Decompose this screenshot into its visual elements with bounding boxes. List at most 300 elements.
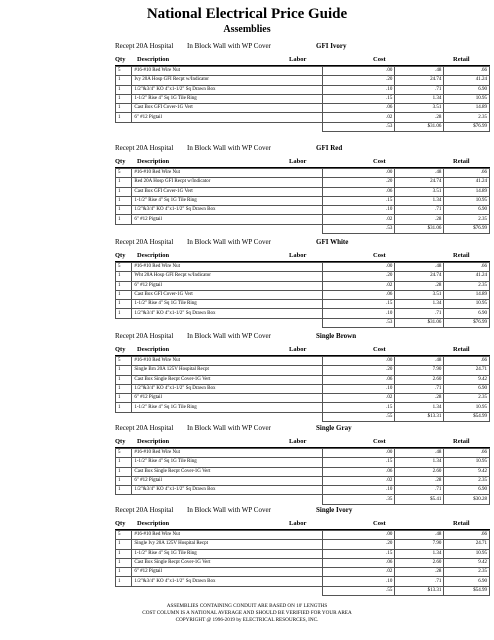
assembly-name: Recept 20A Hospital xyxy=(115,506,174,514)
item-description: Cast Box GFI Cover-1G Vert xyxy=(132,104,323,113)
item-description: 1/2"&3/4" KO 4"x1-1/2" Sq Drawn Box xyxy=(132,577,323,586)
item-description: Cast Box Single Recpt Cover-1G Vert xyxy=(132,558,323,567)
column-header-cost: Cost xyxy=(373,346,386,353)
assembly-variant: GFI White xyxy=(316,238,349,246)
item-cost: 2.60 xyxy=(395,375,444,384)
item-retail: 6.90 xyxy=(444,384,490,393)
column-header-description: Description xyxy=(137,520,170,527)
item-retail: 14.89 xyxy=(444,104,490,113)
totals-spacer xyxy=(132,224,323,233)
column-headers xyxy=(115,54,490,66)
table-row xyxy=(116,375,490,384)
item-labor: .15 xyxy=(322,549,394,558)
item-retail: 10.95 xyxy=(444,549,490,558)
item-retail: .66 xyxy=(444,263,490,272)
table-row xyxy=(116,263,490,272)
item-retail: 14.89 xyxy=(444,290,490,299)
item-description: Red 20A Hosp GFI Recpt w/Indicator xyxy=(132,178,323,187)
item-retail: 9.42 xyxy=(444,375,490,384)
item-retail: 41.24 xyxy=(444,178,490,187)
assembly-variant: Single Brown xyxy=(316,332,357,340)
item-retail: 2.35 xyxy=(444,394,490,403)
assembly-items-table xyxy=(115,356,490,422)
item-cost: 24.74 xyxy=(395,76,444,85)
item-labor: .15 xyxy=(322,458,394,467)
item-description: #16-#10 Red Wire Nut xyxy=(132,169,323,178)
column-header-qty: Qty xyxy=(115,252,126,259)
item-cost: 3.51 xyxy=(395,104,444,113)
item-description: Cast Box GFI Cover-1G Vert xyxy=(132,290,323,299)
item-cost: .28 xyxy=(395,568,444,577)
footer-line-copyright: COPYRIGHT @ 1996-2019 by ELECTRICAL RESOURCES, INC. xyxy=(175,617,319,623)
column-header-cost: Cost xyxy=(373,158,386,165)
assembly-header xyxy=(0,330,494,344)
item-labor: .10 xyxy=(322,309,394,318)
item-description: 6" #12 Pigtail xyxy=(132,568,323,577)
item-cost: 2.60 xyxy=(395,467,444,476)
item-description: Cast Box Single Recpt Cover-1G Vert xyxy=(132,467,323,476)
table-row xyxy=(116,531,490,540)
item-qty: 1 xyxy=(116,104,132,113)
column-header-retail: Retail xyxy=(453,158,470,165)
item-description: 1-1/2" Rise 4" Sq 1G Tile Ring xyxy=(132,196,323,205)
table-row xyxy=(116,215,490,224)
item-retail: .66 xyxy=(444,531,490,540)
column-header-labor: Labor xyxy=(289,252,307,259)
item-retail: 2.35 xyxy=(444,113,490,122)
table-row xyxy=(116,281,490,290)
item-retail: 6.90 xyxy=(444,85,490,94)
item-labor: .00 xyxy=(322,67,394,76)
item-description: 6" #12 Pigtail xyxy=(132,113,323,122)
assembly-location: In Block Wall with WP Cover xyxy=(187,238,271,246)
item-labor: .20 xyxy=(322,540,394,549)
assembly-items-table xyxy=(115,262,490,328)
item-retail: 41.24 xyxy=(444,272,490,281)
item-labor: .00 xyxy=(322,449,394,458)
item-labor: .00 xyxy=(322,263,394,272)
assembly-name: Recept 20A Hospital xyxy=(115,238,174,246)
item-retail: 41.24 xyxy=(444,76,490,85)
column-header-qty: Qty xyxy=(115,56,126,63)
item-cost: .48 xyxy=(395,263,444,272)
item-cost: 2.60 xyxy=(395,558,444,567)
totals-row xyxy=(116,318,490,327)
totals-row xyxy=(116,495,490,504)
assembly-location: In Block Wall with WP Cover xyxy=(187,506,271,514)
item-retail: 24.71 xyxy=(444,540,490,549)
item-qty: 1 xyxy=(116,366,132,375)
item-retail: 10.95 xyxy=(444,458,490,467)
assembly-location: In Block Wall with WP Cover xyxy=(187,144,271,152)
column-header-retail: Retail xyxy=(453,346,470,353)
item-labor: .06 xyxy=(322,558,394,567)
assembly-section xyxy=(0,40,494,132)
item-qty: 5 xyxy=(116,357,132,366)
total-retail: $54.99 xyxy=(444,412,490,421)
item-labor: .02 xyxy=(322,568,394,577)
item-description: #16-#10 Red Wire Nut xyxy=(132,531,323,540)
item-labor: .10 xyxy=(322,577,394,586)
totals-spacer xyxy=(132,318,323,327)
item-qty: 1 xyxy=(116,300,132,309)
item-qty: 1 xyxy=(116,113,132,122)
column-header-qty: Qty xyxy=(115,158,126,165)
total-cost: $13.31 xyxy=(395,586,444,595)
table-row xyxy=(116,403,490,412)
total-retail: $54.99 xyxy=(444,586,490,595)
table-row xyxy=(116,196,490,205)
table-row xyxy=(116,169,490,178)
item-labor: .20 xyxy=(322,272,394,281)
item-qty: 1 xyxy=(116,196,132,205)
item-description: #16-#10 Red Wire Nut xyxy=(132,67,323,76)
assembly-location: In Block Wall with WP Cover xyxy=(187,424,271,432)
item-cost: 1.34 xyxy=(395,458,444,467)
item-retail: .66 xyxy=(444,449,490,458)
assembly-items-table xyxy=(115,168,490,234)
item-labor: .15 xyxy=(322,403,394,412)
item-description: 1-1/2" Rise 4" Sq 1G Tile Ring xyxy=(132,549,323,558)
column-header-cost: Cost xyxy=(373,56,386,63)
item-qty: 1 xyxy=(116,568,132,577)
item-qty: 5 xyxy=(116,169,132,178)
table-row xyxy=(116,300,490,309)
item-retail: 10.95 xyxy=(444,403,490,412)
footer-line-cost: COST COLUMN IS A NATIONAL AVERAGE AND SHOULD BE VERIFIED FOR YOUR AREA xyxy=(142,610,352,616)
item-labor: .10 xyxy=(322,486,394,495)
item-qty: 1 xyxy=(116,178,132,187)
item-cost: .71 xyxy=(395,85,444,94)
item-retail: 9.42 xyxy=(444,467,490,476)
item-qty: 1 xyxy=(116,467,132,476)
item-retail: 2.35 xyxy=(444,215,490,224)
item-cost: 1.34 xyxy=(395,549,444,558)
table-row xyxy=(116,76,490,85)
table-row xyxy=(116,113,490,122)
item-labor: .02 xyxy=(322,113,394,122)
column-header-qty: Qty xyxy=(115,520,126,527)
item-cost: .71 xyxy=(395,577,444,586)
column-header-labor: Labor xyxy=(289,346,307,353)
item-labor: .20 xyxy=(322,76,394,85)
table-row xyxy=(116,449,490,458)
page-subtitle: Assemblies xyxy=(223,24,271,35)
column-header-labor: Labor xyxy=(289,158,307,165)
item-labor: .15 xyxy=(322,94,394,103)
item-labor: .10 xyxy=(322,384,394,393)
total-labor: .53 xyxy=(322,122,394,131)
assembly-variant: GFI Ivory xyxy=(316,42,347,50)
totals-spacer xyxy=(132,586,323,595)
item-qty: 1 xyxy=(116,558,132,567)
item-labor: .00 xyxy=(322,531,394,540)
item-labor: .10 xyxy=(322,85,394,94)
totals-row xyxy=(116,412,490,421)
totals-spacer xyxy=(116,122,132,131)
item-qty: 1 xyxy=(116,375,132,384)
assembly-section xyxy=(0,236,494,328)
item-qty: 1 xyxy=(116,403,132,412)
item-labor: .10 xyxy=(322,206,394,215)
item-retail: 6.90 xyxy=(444,577,490,586)
column-headers xyxy=(115,344,490,356)
item-cost: .28 xyxy=(395,113,444,122)
item-description: #16-#10 Red Wire Nut xyxy=(132,263,323,272)
item-description: #16-#10 Red Wire Nut xyxy=(132,449,323,458)
item-qty: 1 xyxy=(116,215,132,224)
column-header-cost: Cost xyxy=(373,252,386,259)
table-row xyxy=(116,357,490,366)
item-labor: .02 xyxy=(322,476,394,485)
item-description: 1-1/2" Rise 4" Sq 1G Tile Ring xyxy=(132,403,323,412)
assembly-name: Recept 20A Hospital xyxy=(115,144,174,152)
item-description: Single Brn 20A 125V Hospital Recpt xyxy=(132,366,323,375)
item-description: 6" #12 Pigtail xyxy=(132,281,323,290)
item-cost: 24.74 xyxy=(395,178,444,187)
item-cost: 7.90 xyxy=(395,366,444,375)
table-row xyxy=(116,94,490,103)
item-qty: 1 xyxy=(116,272,132,281)
item-description: Wht 20A Hosp GFI Recpt w/Indicator xyxy=(132,272,323,281)
table-row xyxy=(116,290,490,299)
total-labor: .53 xyxy=(322,224,394,233)
totals-row xyxy=(116,122,490,131)
column-headers xyxy=(115,518,490,530)
item-retail: 6.90 xyxy=(444,309,490,318)
item-cost: .48 xyxy=(395,531,444,540)
total-retail: $76.99 xyxy=(444,318,490,327)
total-labor: .53 xyxy=(322,318,394,327)
item-cost: 1.34 xyxy=(395,403,444,412)
assembly-header xyxy=(0,236,494,250)
assembly-section xyxy=(0,422,494,505)
assembly-header xyxy=(0,142,494,156)
item-retail: 10.95 xyxy=(444,94,490,103)
item-description: 1/2"&3/4" KO 4"x1-1/2" Sq Drawn Box xyxy=(132,206,323,215)
item-cost: .48 xyxy=(395,169,444,178)
item-qty: 1 xyxy=(116,309,132,318)
totals-row xyxy=(116,586,490,595)
table-row xyxy=(116,187,490,196)
item-cost: 3.51 xyxy=(395,290,444,299)
totals-row xyxy=(116,224,490,233)
assembly-name: Recept 20A Hospital xyxy=(115,332,174,340)
item-retail: 2.35 xyxy=(444,476,490,485)
column-headers xyxy=(115,156,490,168)
item-description: 1-1/2" Rise 4" Sq 1G Tile Ring xyxy=(132,458,323,467)
item-retail: 2.35 xyxy=(444,281,490,290)
item-cost: .28 xyxy=(395,215,444,224)
item-labor: .06 xyxy=(322,290,394,299)
assembly-variant: GFI Red xyxy=(316,144,343,152)
totals-spacer xyxy=(116,318,132,327)
item-cost: .71 xyxy=(395,206,444,215)
item-retail: 24.71 xyxy=(444,366,490,375)
item-labor: .15 xyxy=(322,196,394,205)
page-title: National Electrical Price Guide xyxy=(146,6,348,22)
total-cost: $31.06 xyxy=(395,224,444,233)
item-retail: .66 xyxy=(444,169,490,178)
table-row xyxy=(116,467,490,476)
table-row xyxy=(116,272,490,281)
assembly-items-table xyxy=(115,66,490,132)
table-row xyxy=(116,104,490,113)
table-row xyxy=(116,558,490,567)
table-row xyxy=(116,67,490,76)
item-cost: .48 xyxy=(395,67,444,76)
item-description: 6" #12 Pigtail xyxy=(132,215,323,224)
table-row xyxy=(116,577,490,586)
table-row xyxy=(116,458,490,467)
assembly-section xyxy=(0,142,494,234)
item-description: #16-#10 Red Wire Nut xyxy=(132,357,323,366)
item-cost: 1.34 xyxy=(395,94,444,103)
assembly-items-table xyxy=(115,448,490,505)
item-retail: 14.89 xyxy=(444,187,490,196)
total-retail: $30.28 xyxy=(444,495,490,504)
item-retail: 10.95 xyxy=(444,300,490,309)
item-qty: 1 xyxy=(116,549,132,558)
item-description: 1/2"&3/4" KO 4"x1-1/2" Sq Drawn Box xyxy=(132,486,323,495)
item-qty: 5 xyxy=(116,67,132,76)
item-labor: .06 xyxy=(322,375,394,384)
table-row xyxy=(116,568,490,577)
item-labor: .02 xyxy=(322,215,394,224)
item-qty: 1 xyxy=(116,281,132,290)
item-labor: .15 xyxy=(322,300,394,309)
column-header-description: Description xyxy=(137,158,170,165)
assembly-name: Recept 20A Hospital xyxy=(115,424,174,432)
totals-spacer xyxy=(132,122,323,131)
table-row xyxy=(116,384,490,393)
totals-spacer xyxy=(116,495,132,504)
table-row xyxy=(116,486,490,495)
table-row xyxy=(116,178,490,187)
assembly-items-table xyxy=(115,530,490,596)
item-description: 6" #12 Pigtail xyxy=(132,394,323,403)
item-retail: 2.35 xyxy=(444,568,490,577)
assembly-header xyxy=(0,422,494,436)
item-labor: .06 xyxy=(322,467,394,476)
table-row xyxy=(116,394,490,403)
item-qty: 5 xyxy=(116,531,132,540)
item-labor: .02 xyxy=(322,394,394,403)
totals-spacer xyxy=(116,412,132,421)
total-labor: .55 xyxy=(322,412,394,421)
column-header-retail: Retail xyxy=(453,56,470,63)
item-qty: 1 xyxy=(116,94,132,103)
column-header-description: Description xyxy=(137,346,170,353)
item-qty: 1 xyxy=(116,187,132,196)
totals-spacer xyxy=(116,586,132,595)
table-row xyxy=(116,540,490,549)
item-description: 6" #12 Pigtail xyxy=(132,476,323,485)
item-qty: 1 xyxy=(116,85,132,94)
totals-spacer xyxy=(132,495,323,504)
item-cost: 1.34 xyxy=(395,196,444,205)
item-description: Cast Box Single Recpt Cover-1G Vert xyxy=(132,375,323,384)
item-cost: .28 xyxy=(395,476,444,485)
item-qty: 1 xyxy=(116,486,132,495)
item-labor: .20 xyxy=(322,366,394,375)
item-cost: .71 xyxy=(395,384,444,393)
item-description: 1/2"&3/4" KO 4"x1-1/2" Sq Drawn Box xyxy=(132,85,323,94)
item-qty: 1 xyxy=(116,206,132,215)
assembly-location: In Block Wall with WP Cover xyxy=(187,42,271,50)
item-retail: 6.90 xyxy=(444,206,490,215)
item-cost: 3.51 xyxy=(395,187,444,196)
item-description: Cast Box GFI Cover-1G Vert xyxy=(132,187,323,196)
total-cost: $13.31 xyxy=(395,412,444,421)
item-labor: .02 xyxy=(322,281,394,290)
table-row xyxy=(116,476,490,485)
item-cost: .48 xyxy=(395,449,444,458)
item-description: 1-1/2" Rise 4" Sq 1G Tile Ring xyxy=(132,94,323,103)
table-row xyxy=(116,549,490,558)
item-description: 1/2"&3/4" KO 4"x1-1/2" Sq Drawn Box xyxy=(132,384,323,393)
column-headers xyxy=(115,436,490,448)
column-header-description: Description xyxy=(137,438,170,445)
item-description: Ivy 20A Hosp GFI Recpt w/Indicator xyxy=(132,76,323,85)
item-qty: 1 xyxy=(116,290,132,299)
item-retail: .66 xyxy=(444,67,490,76)
total-retail: $76.99 xyxy=(444,224,490,233)
total-cost: $31.06 xyxy=(395,318,444,327)
item-qty: 5 xyxy=(116,263,132,272)
item-qty: 1 xyxy=(116,394,132,403)
column-header-qty: Qty xyxy=(115,438,126,445)
item-retail: .66 xyxy=(444,357,490,366)
table-row xyxy=(116,206,490,215)
assembly-header xyxy=(0,504,494,518)
column-header-retail: Retail xyxy=(453,438,470,445)
item-retail: 9.42 xyxy=(444,558,490,567)
total-labor: .35 xyxy=(322,495,394,504)
item-qty: 1 xyxy=(116,76,132,85)
column-header-cost: Cost xyxy=(373,520,386,527)
item-labor: .00 xyxy=(322,357,394,366)
item-retail: 10.95 xyxy=(444,196,490,205)
item-retail: 6.90 xyxy=(444,486,490,495)
item-qty: 1 xyxy=(116,476,132,485)
column-header-qty: Qty xyxy=(115,346,126,353)
column-header-description: Description xyxy=(137,252,170,259)
item-qty: 1 xyxy=(116,577,132,586)
item-cost: 1.34 xyxy=(395,300,444,309)
assembly-header xyxy=(0,40,494,54)
table-row xyxy=(116,85,490,94)
footer-notes xyxy=(0,603,494,624)
item-labor: .00 xyxy=(322,169,394,178)
column-header-labor: Labor xyxy=(289,520,307,527)
item-labor: .20 xyxy=(322,178,394,187)
column-headers xyxy=(115,250,490,262)
assembly-variant: Single Gray xyxy=(316,424,352,432)
column-header-retail: Retail xyxy=(453,252,470,259)
item-qty: 1 xyxy=(116,540,132,549)
item-labor: .06 xyxy=(322,104,394,113)
assembly-location: In Block Wall with WP Cover xyxy=(187,332,271,340)
assembly-section xyxy=(0,504,494,596)
totals-spacer xyxy=(116,224,132,233)
item-description: 1-1/2" Rise 4" Sq 1G Tile Ring xyxy=(132,300,323,309)
column-header-labor: Labor xyxy=(289,56,307,63)
column-header-retail: Retail xyxy=(453,520,470,527)
footer-line-conduit: ASSEMBLIES CONTAINING CONDUIT ARE BASED ON 10' LENGTHS xyxy=(166,603,328,609)
item-labor: .06 xyxy=(322,187,394,196)
assembly-variant: Single Ivory xyxy=(316,506,353,514)
